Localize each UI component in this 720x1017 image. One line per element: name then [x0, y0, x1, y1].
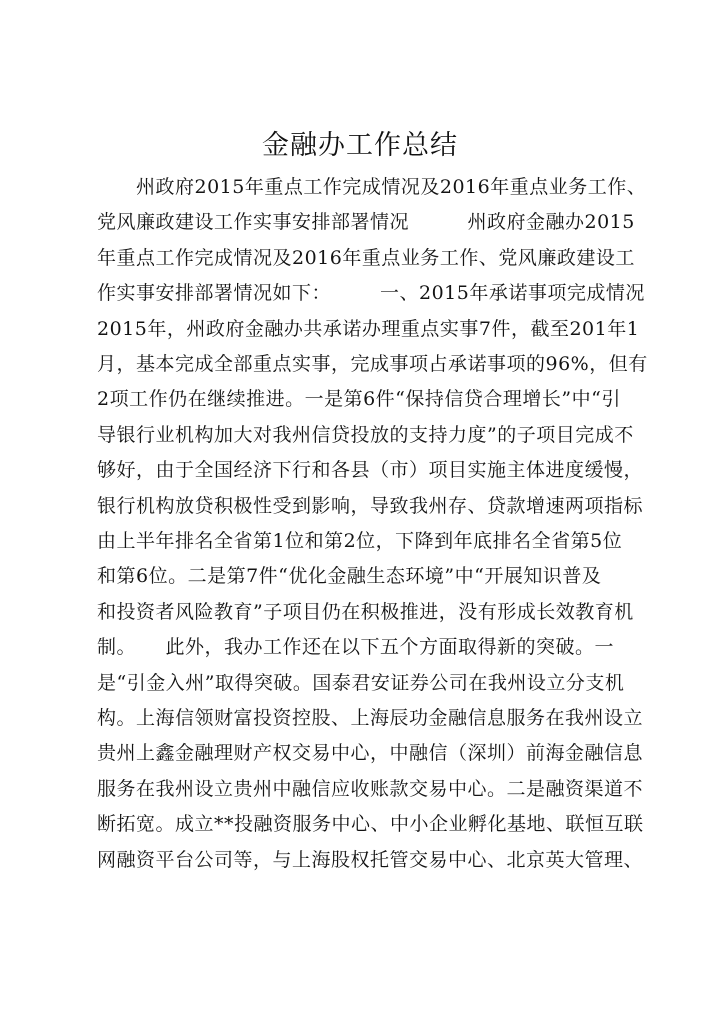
body-text-line: 银行机构放贷积极性受到影响，导致我州存、贷款增速两项指标 — [97, 494, 644, 517]
body-text-line: 贵州上鑫金融理财产权交易中心，中融信（深圳）前海金融信息 — [97, 742, 644, 765]
body-text-line: 2015年，州政府金融办共承诺办理重点实事7件，截至201年1 — [97, 317, 640, 340]
body-text-line: 年重点工作完成情况及2016年重点业务工作、党风廉政建设工 — [97, 246, 635, 269]
body-text-line: 够好，由于全国经济下行和各县（市）项目实施主体进度缓慢， — [97, 459, 644, 482]
body-text-line: 和第6位。二是第7件“优化金融生态环境”中“开展知识普及 — [97, 565, 602, 588]
body-text-line: 制。 此外，我办工作还在以下五个方面取得新的突破。一 — [97, 636, 615, 659]
body-text-line: 州政府2015年重点工作完成情况及2016年重点业务工作、 — [97, 176, 647, 198]
body-text-line: 网融资平台公司等，与上海股权托管交易中心、北京英大管理、 — [97, 848, 644, 871]
body-text-line: 2项工作仍在继续推进。一是第6件“保持信贷合理增长”中“引 — [97, 388, 621, 411]
document-title: 金融办工作总结 — [262, 130, 458, 161]
body-text-line: 党风廉政建设工作实事安排部署情况 州政府金融办2015 — [97, 211, 635, 234]
body-text-line: 服务在我州设立贵州中融信应收账款交易中心。二是融资渠道不 — [97, 777, 644, 800]
body-text-line: 是“引金入州”取得突破。国泰君安证券公司在我州设立分支机 — [97, 671, 625, 694]
body-text-line: 作实事安排部署情况如下： 一、2015年承诺事项完成情况 — [97, 282, 645, 305]
body-text-line: 月，基本完成全部重点实事，完成事项占承诺事项的96%，但有 — [97, 353, 648, 375]
body-text-line: 断拓宽。成立**投融资服务中心、中小企业孵化基地、联恒互联 — [97, 813, 644, 836]
body-text-line: 导银行业机构加大对我州信贷投放的支持力度”的子项目完成不 — [97, 423, 634, 446]
body-text-line: 由上半年排名全省第1位和第2位，下降到年底排名全省第5位 — [97, 530, 623, 552]
body-text-line: 构。上海信领财富投资控股、上海辰功金融信息服务在我州设立 — [97, 707, 644, 729]
body-text-line: 和投资者风险教育”子项目仍在积极推进，没有形成长效教育机 — [97, 600, 634, 623]
